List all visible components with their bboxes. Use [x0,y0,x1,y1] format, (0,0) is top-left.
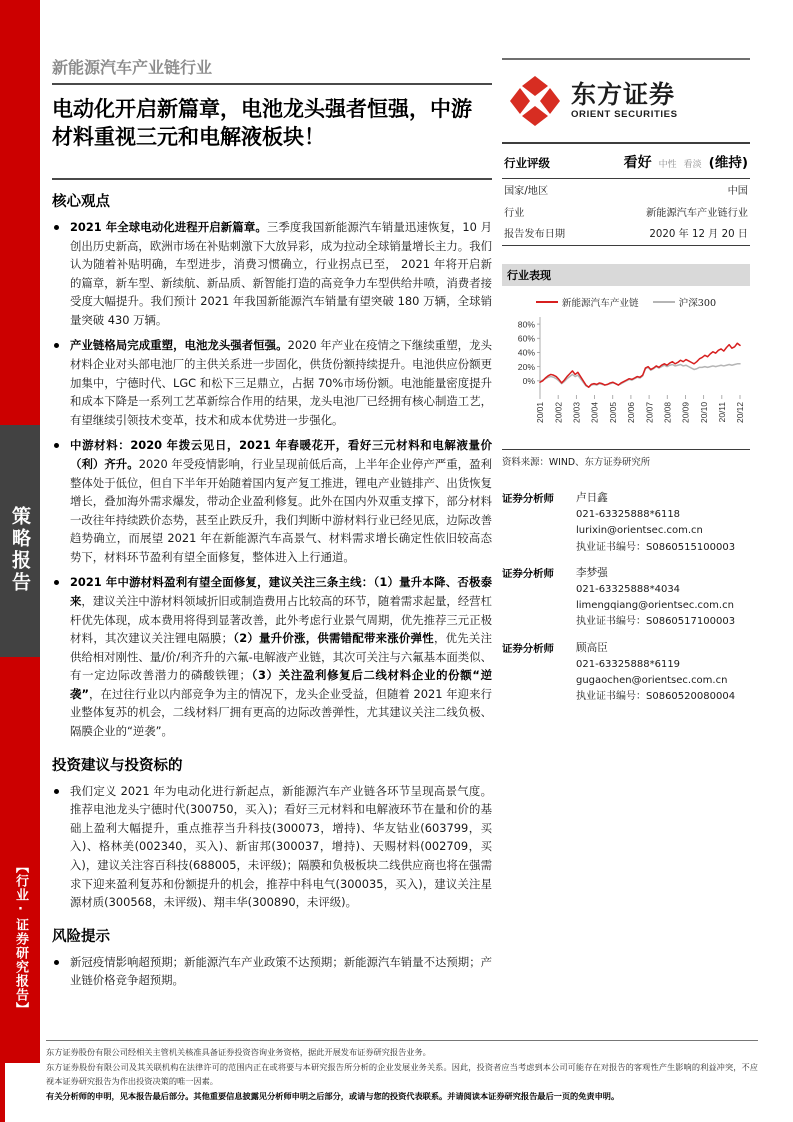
analyst-role: 证券分析师 [502,642,554,655]
footer-divider [46,1040,758,1041]
industry-performance-chart [502,264,750,468]
three-lines-seg1: ，建议关注中游材料领域折旧或制造费用占比较高的环节，随着需求起量，经营杠杆优先体现，成本费用将得到显著改善，此外考虑行业景气周期，优先推荐三元正极材料，其次建议关注锂电隔膜； [70,593,492,646]
analyst-phone: 021-63325888*6118 [576,509,681,521]
footer-bold-line: 有关分析师的申明，见本报告最后部分。其他重要信息披露见分析师申明之后部分，或请与您的投资代表联系。并请阅读本证券研究报告最后一页的免责申明。 [46,1090,620,1101]
rail-white-band [0,1063,40,1122]
bullet-body: 2020 年产业在疫情之下继续重塑，龙头材料企业对头部电池厂的主供关系进一步固化，供货份额持续提升。电池供应份额更加集中，宁德时代、LGC 和松下三足鼎立，占据 70%市场份额。电池能量密度提升和成本下降是一系列工艺革新综合作用的结果，龙头电池厂已经拥有核心制造工艺，有望继续引领技术变革，技术和成本优势进一步强化。 [70,338,492,427]
advice-body: 我们定义 2021 年为电动化进行新起点，新能源汽车产业链各环节呈现高景气度。推荐电池龙头宁德时代(300750，买入)；看好三元材料和电解液环节在量和价的基础上盈利大幅提升，重点推荐当升科技(300073，增持)、华友钴业(603799，买入)、格林美(002340，买入)、新宙邦(300037，增持)、天赐材料(002709，买入)，建议关注容百科技(688005，未评级)；隔膜和负极板块二线供应商也将在强需求下迎来盈利复苏和份额提升的机会，推荐中科电气(300035，买入)，建议关注星源材质(300568，未评级)、翔丰华(300890，未评级)。 [70,783,492,910]
rail-strategy-label: 策略报告 [9,506,31,594]
three-lines-bold2: （2）量升价涨，供需错配带来涨价弹性 [232,631,434,646]
three-lines-lead: 2021 年中游材料盈利有望全面修复，建议关注三条主线：（1）量升本降、否极泰来 [70,575,492,608]
svg-text:40%: 40% [517,347,535,358]
report-header [52,55,492,180]
footer-disclaimer [46,1040,758,1105]
svg-text:20/06: 20/06 [626,402,637,424]
risk-list [52,953,492,990]
rail-red-top-band [0,0,40,425]
footer-line-2: 东方证券股份有限公司及其关联机构在法律许可的范围内正在或将要与本研究报告所分析的企业发展业务关系。因此，投资者应当考虑到本公司可能存在对报告的客观性产生影响的利益冲突，不应视本证券研究报告为作出投资决策的唯一因素。 [46,1062,758,1086]
analyst-entry [502,565,750,631]
analyst-role: 证券分析师 [502,567,554,580]
bullet-bold-lead: 2021 年全球电动化进程开启新篇章。 [70,220,267,234]
bullet-bold-lead: 产业链格局完成重塑，电池龙头强者恒强。 [70,338,288,353]
analyst-name: 顾高臣 [576,641,608,654]
three-lines-seg2: ，优先关注供给相对刚性、量/价/利齐升的六氟-电解液产业链，其次可关注与六氟基本面类似、有一定边际改善潜力的磷酸铁锂； [70,631,492,683]
svg-text:20/03: 20/03 [571,402,582,424]
svg-text:20/04: 20/04 [589,402,600,424]
left-rail [0,0,40,1122]
risk-heading: 风险提示 [52,928,110,945]
list-item [52,336,492,429]
risk-body: 新冠疫情影响超预期；新能源汽车产业政策不达预期；新能源汽车销量不达预期；产业链价格竞争超预期。 [70,954,492,988]
svg-text:20/11: 20/11 [717,402,728,423]
meta-value: 2020 年 12 月 20 日 [649,228,748,240]
list-item [52,782,492,912]
svg-text:20/05: 20/05 [607,402,618,424]
meta-key: 行业 [504,207,525,219]
logo-text-chinese: 东方证券 [571,79,676,109]
bullet-body: 三季度我国新能源汽车销量迅速恢复，10 月创出历史新高，欧洲市场在补贴刺激下大放异彩，成为拉动全球销量增长主力。我们认为随着补贴明确，车型进步，消费习惯确立，行业拐点已至， 2021 年将开启新的篇章，新车型、新续航、新品质、新智能打造的高竞争力车型供给井喷，消费者接受度大幅提升。我们预计 2021 年我国新能源汽车销量有望突破 180 万辆，全球销量突破 430 万辆。 [70,220,492,327]
svg-text:20/09: 20/09 [680,402,691,424]
rail-red-edge [0,1063,5,1122]
rating-values [624,151,748,172]
legend-label: 新能源汽车产业链 [561,298,639,310]
rating-option-bullish[interactable]: 看好 [623,155,652,171]
meta-value: 新能源汽车产业链行业 [646,207,748,219]
svg-text:60%: 60% [517,333,535,344]
svg-text:20/08: 20/08 [662,402,673,424]
main-content [52,190,492,997]
svg-text:80%: 80% [517,319,535,330]
analyst-details [576,565,735,631]
sidebar-panel [502,58,750,714]
legend-swatch-icon [653,301,675,303]
header-kicker: 新能源汽车产业链行业 [52,58,213,77]
three-lines-seg3: ，在过往行业以内部竞争为主的情况下，龙头企业受益，但随着 2021 年迎来行业整体复苏的机会，二线材料厂拥有更高的边际改善弹性，尤其建议关注二线负极、隔膜企业的“逆袭”。 [70,686,492,739]
logo-text-english: ORIENT SECURITIES [571,109,678,121]
rating-option-neutral[interactable]: 中性 [658,160,677,170]
core-views-list [52,218,492,741]
industry-rating-row [502,144,750,178]
meta-key: 国家/地区 [504,186,549,198]
chart-source-note: 资料来源：WIND、东方证券研究所 [502,457,651,469]
svg-text:20/10: 20/10 [698,402,709,424]
rating-label: 行业评级 [504,156,550,170]
svg-text:20/01: 20/01 [535,402,546,424]
list-item [52,436,492,566]
analyst-role: 证券分析师 [502,493,554,506]
rail-industry-label: 【行业·证券研究报告】 [13,859,28,1016]
bullet-bold-lead: 中游材料：2020 年拨云见日，2021 年春暖花开，看好三元材料和电解液量价（利）齐升。 [70,438,492,471]
analyst-email[interactable]: limengqiang@orientsec.com.cn [576,600,734,612]
sidebar-divider-under-meta [502,245,750,246]
core-views-heading: 核心观点 [52,194,110,210]
svg-text:20/07: 20/07 [644,402,655,424]
header-divider-top [52,83,492,85]
analyst-entry [502,490,750,556]
analyst-list [502,490,750,705]
analyst-email[interactable]: gugaochen@orientsec.com.cn [576,674,728,686]
bullet-body: 2020 年受疫情影响，行业呈现前低后高，上半年企业停产严重，盈利整体处于低位，但自下半年开始随着国内复产复工推进，锂电产业链排产、出货恢复增长，叠加海外需求爆发，带动企业盈利修复。此外在国内外双重支撑下，部分材料一改往年持续跌价态势，甚至止跌反升，我们判断中游材料行业已经见底，边际改善趋势确立，而展望 2021 年在新能源汽车高景气、材料需求增长确定性依旧较高态势下，材料环节盈利有望全面修复，整体进入上行通道。 [70,456,492,564]
meta-value: 中国 [727,186,748,198]
svg-text:20%: 20% [517,361,535,372]
chart-title: 行业表现 [502,264,750,286]
investment-advice-list [52,782,492,912]
analyst-name: 卢日鑫 [576,492,608,505]
footer-line-1: 东方证券股份有限公司经相关主管机关核准具备证券投资咨询业务资格，据此开展发布证券研究报告业务。 [46,1047,431,1057]
svg-text:20/12: 20/12 [735,402,746,424]
analyst-phone: 021-63325888*4034 [576,584,681,595]
legend-item-series-1 [536,295,639,309]
list-item [52,573,492,740]
table-row [502,200,750,221]
list-item [52,953,492,990]
investment-advice-heading: 投资建议与投资标的 [52,757,183,774]
orient-securities-logo-icon [508,74,562,128]
brand-logo [502,60,750,140]
analyst-name: 李梦强 [576,566,608,579]
analyst-license: 执业证书编号：S0860517100003 [576,616,736,628]
list-item [52,218,492,329]
analyst-license: 执业证书编号：S0860520080004 [576,691,736,703]
analyst-details [576,640,735,706]
report-meta-table [502,178,750,243]
analyst-license: 执业证书编号：S0860515100003 [576,541,736,553]
svg-text:0%: 0% [522,376,535,387]
header-divider-bottom [52,178,492,180]
legend-item-series-2 [653,295,717,309]
analyst-phone: 021-63325888*6119 [576,658,681,670]
legend-swatch-icon [536,301,558,303]
legend-label: 沪深300 [678,298,717,310]
page-title: 电动化开启新篇章，电池龙头强者恒强，中游材料重视三元和电解液板块！ [52,97,472,150]
analyst-details [576,490,735,556]
svg-text:20/02: 20/02 [553,402,564,424]
analyst-email[interactable]: lurixin@orientsec.com.cn [576,525,703,537]
analyst-entry [502,640,750,706]
chart-legend [502,295,750,309]
rating-option-bearish[interactable]: 看淡 [683,160,702,170]
rating-maintain-tag: (维持) [708,155,748,171]
chart-canvas [506,311,746,443]
meta-key: 报告发布日期 [504,228,566,240]
table-row [502,222,750,243]
three-lines-bold3: （3）关注盈利修复后二线材料企业的份额“逆袭” [70,668,492,701]
table-row [502,179,750,201]
